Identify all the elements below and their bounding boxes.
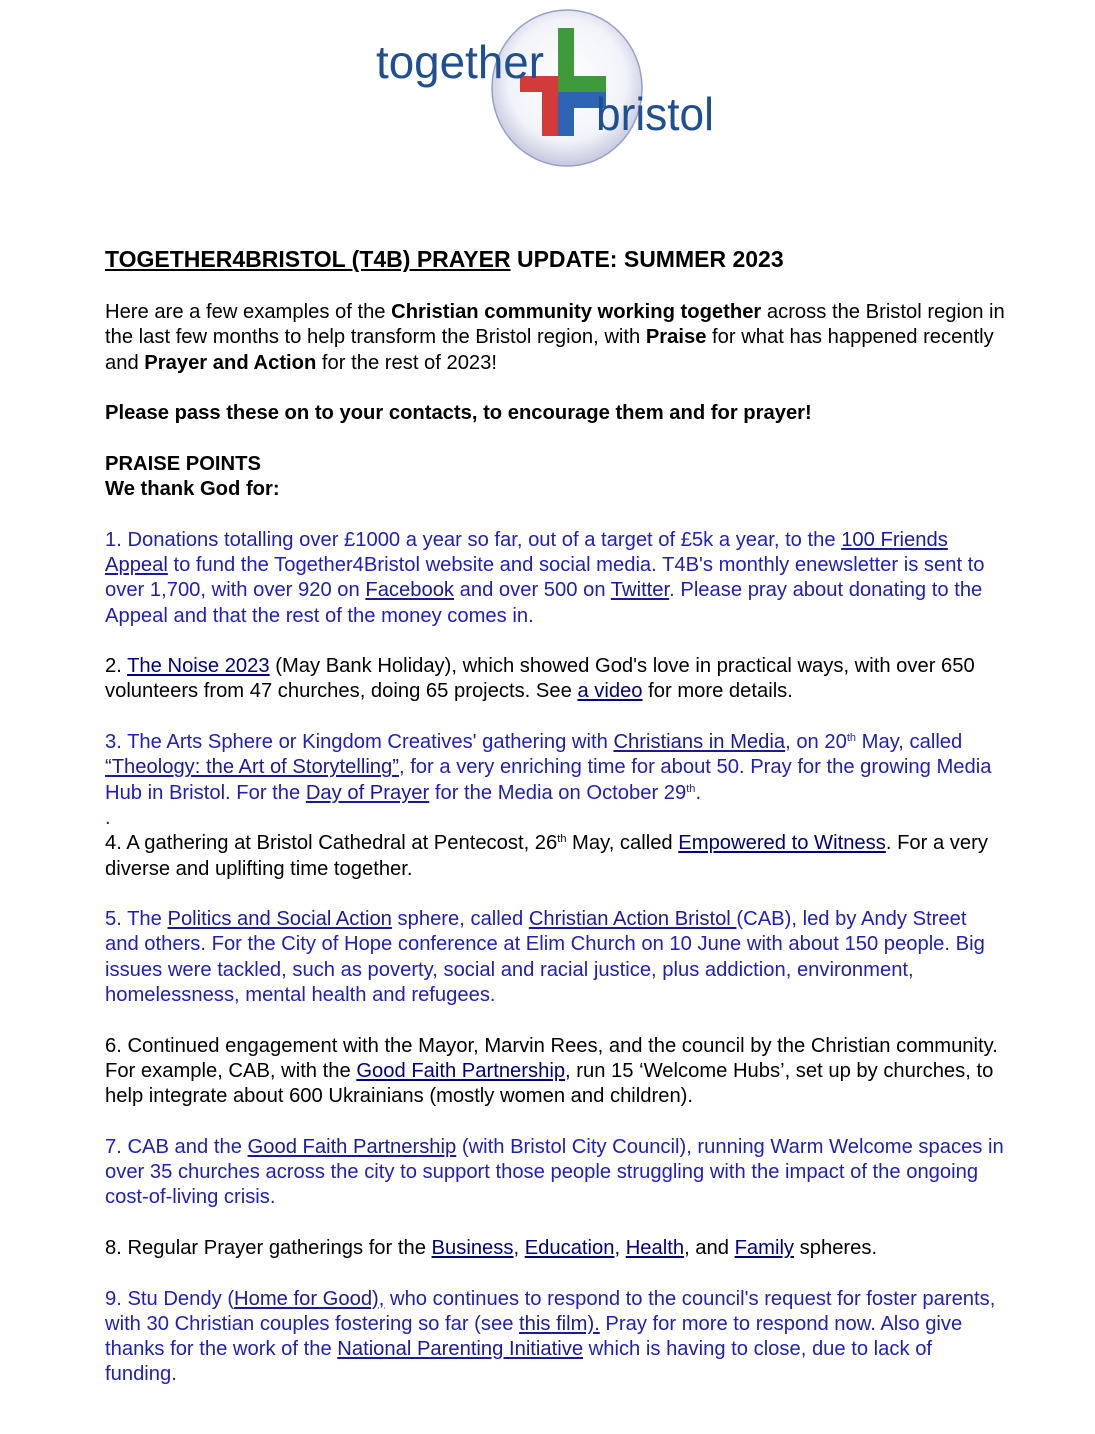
- link-facebook[interactable]: Facebook: [365, 579, 455, 602]
- praise-item-3: [105, 730, 1005, 806]
- item-text: (May Bank Holiday), which showed God's love in practical ways, with over 650 volunteers from 47 churches, doing 65 projects. See: [105, 655, 975, 703]
- intro-text: for what has happened recently and: [105, 326, 994, 374]
- item-text: 4. A gathering at Bristol Cathedral at Pentecost, 26: [105, 832, 558, 855]
- item-text: to fund the Together4Bristol website and social media. T4B's monthly enewsletter is sent to over 1,700, with over 920 on: [105, 553, 985, 602]
- item-text: sphere, called: [391, 908, 529, 931]
- link-christians-in-media[interactable]: Christians in Media: [613, 731, 786, 754]
- ordinal-suffix: th: [846, 732, 857, 745]
- item-text: for more details.: [642, 680, 793, 703]
- praise-item-8: [105, 1236, 1005, 1261]
- logo-graphic: [370, 6, 720, 171]
- item-text: , and: [684, 1236, 735, 1259]
- item-text: .: [695, 781, 702, 804]
- intro-text: across the Bristol region in the last few months to help transform the Bristol region, with: [105, 301, 1005, 349]
- item-text: and over 500 on: [454, 579, 611, 602]
- link-theology-art-of-storytelling[interactable]: “Theology: the Art of Storytelling”: [105, 756, 399, 779]
- link-home-for-good[interactable]: Home for Good),: [234, 1287, 385, 1310]
- item-text: 6. Continued engagement with the Mayor, Marvin Rees, and the council by the Christian community. For example, CAB, with the: [105, 1034, 998, 1082]
- praise-heading: [105, 452, 1005, 477]
- link-health[interactable]: Health: [625, 1236, 685, 1259]
- link-family[interactable]: Family: [734, 1236, 795, 1259]
- link-a-video[interactable]: a video: [577, 680, 643, 703]
- item-text: 8. Regular Prayer gatherings for the: [105, 1236, 432, 1259]
- intro-bold: Praise: [645, 326, 707, 349]
- item-text: May, called: [566, 832, 679, 855]
- link-christian-action-bristol[interactable]: Christian Action Bristol: [528, 908, 737, 931]
- praise-item-9: [105, 1287, 1005, 1388]
- link-politics-and-social-action[interactable]: Politics and Social Action: [167, 908, 392, 931]
- item-text: . Please pray about donating to the Appeal and that the rest of the money comes in.: [105, 579, 983, 627]
- document-body: [105, 244, 1005, 1388]
- logo-word-together: together: [376, 36, 544, 88]
- link-day-of-prayer[interactable]: Day of Prayer: [305, 781, 430, 804]
- intro-paragraph: [105, 300, 1005, 376]
- page-title: [105, 244, 1005, 274]
- item-text: spheres.: [794, 1236, 878, 1259]
- item-text: 2.: [105, 655, 128, 678]
- praise-item-2: [105, 654, 1005, 705]
- item-text: Pray for more to respond now. Also give thanks for the work of the: [105, 1312, 963, 1361]
- link-good-faith-partnership[interactable]: Good Faith Partnership: [247, 1135, 457, 1158]
- link-business[interactable]: Business: [431, 1236, 514, 1259]
- item-text: ,: [513, 1236, 525, 1259]
- item-text: , run 15 ‘Welcome Hubs’, set up by churches, to help integrate about 600 Ukrainians (mostly women and children).: [105, 1059, 994, 1108]
- intro-text: Here are a few examples of the: [105, 301, 392, 323]
- item-text: 9. Stu Dendy (: [105, 1287, 235, 1310]
- link-twitter[interactable]: Twitter: [610, 579, 670, 602]
- link-100-friends-appeal[interactable]: 100 Friends Appeal: [105, 528, 948, 576]
- intro-bold: Christian community working together: [391, 301, 762, 323]
- item-text: 1. Donations totalling over £1000 a year so far, out of a target of £5k a year, to the: [105, 528, 842, 551]
- ordinal-suffix: th: [557, 833, 567, 846]
- title-rest: UPDATE: SUMMER 2023: [510, 246, 784, 272]
- together4bristol-logo: [370, 6, 720, 171]
- item-text: for the Media on October 29: [429, 781, 687, 804]
- pass-on-text: Please pass these on to your contacts, to encourage them and for prayer!: [105, 402, 812, 425]
- link-education[interactable]: Education: [524, 1236, 615, 1259]
- pass-on-note: [105, 401, 1005, 426]
- title-underlined: TOGETHER4BRISTOL (T4B) PRAYER: [105, 246, 511, 272]
- link-empowered-to-witness[interactable]: Empowered to Witness: [678, 832, 886, 855]
- praise-item-6: [105, 1034, 1005, 1110]
- thank-heading-text: We thank God for:: [105, 478, 280, 501]
- link-national-parenting-initiative[interactable]: National Parenting Initiative: [337, 1338, 584, 1361]
- praise-item-7: [105, 1135, 1005, 1211]
- link-the-noise-2023[interactable]: The Noise 2023: [127, 655, 270, 678]
- item-text: . For a very diverse and uplifting time together.: [105, 832, 988, 880]
- thank-heading: [105, 477, 1005, 502]
- intro-text: for the rest of 2023!: [316, 351, 498, 374]
- item-text: , for a very enriching time for about 50. Pray for the growing Media Hub in Bristol. For the: [105, 756, 992, 804]
- item-text: 5. The: [105, 908, 168, 931]
- intro-bold: Prayer and Action: [144, 351, 317, 374]
- praise-item-5: [105, 907, 1005, 1008]
- item-text: who continues to respond to the council's request for foster parents, with 30 Christian couples fostering so far (see: [105, 1287, 996, 1335]
- logo-word-bristol: bristol: [596, 88, 714, 140]
- item-text: , on 20: [785, 731, 847, 754]
- item-text: May, called: [856, 731, 963, 754]
- praise-item-1: [105, 528, 1005, 629]
- praise-item-4: [105, 831, 1005, 882]
- link-good-faith-partnership[interactable]: Good Faith Partnership: [356, 1059, 566, 1082]
- item-text: 7. CAB and the: [105, 1135, 248, 1158]
- stray-dot: .: [105, 806, 111, 829]
- item-text: which is having to close, due to lack of funding.: [105, 1338, 933, 1386]
- item-text: ,: [614, 1236, 626, 1259]
- ordinal-suffix: th: [686, 782, 696, 795]
- item-text: (CAB), led by Andy Street and others. For the City of Hope conference at Elim Church on 10 June with about 150 people. Big issues were tackled, such as poverty, social and racial justice, plus addiction, environment, homelessness, mental health and refugees.: [105, 908, 985, 1007]
- link-this-film[interactable]: this film).: [519, 1312, 600, 1335]
- item-text: 3. The Arts Sphere or Kingdom Creatives' gathering with: [105, 731, 614, 754]
- praise-heading-text: PRAISE POINTS: [105, 452, 261, 475]
- item-text: (with Bristol City Council), running Warm Welcome spaces in over 35 churches across the city to support those people struggling with the impact of the ongoing cost-of-living crisis.: [105, 1135, 1004, 1209]
